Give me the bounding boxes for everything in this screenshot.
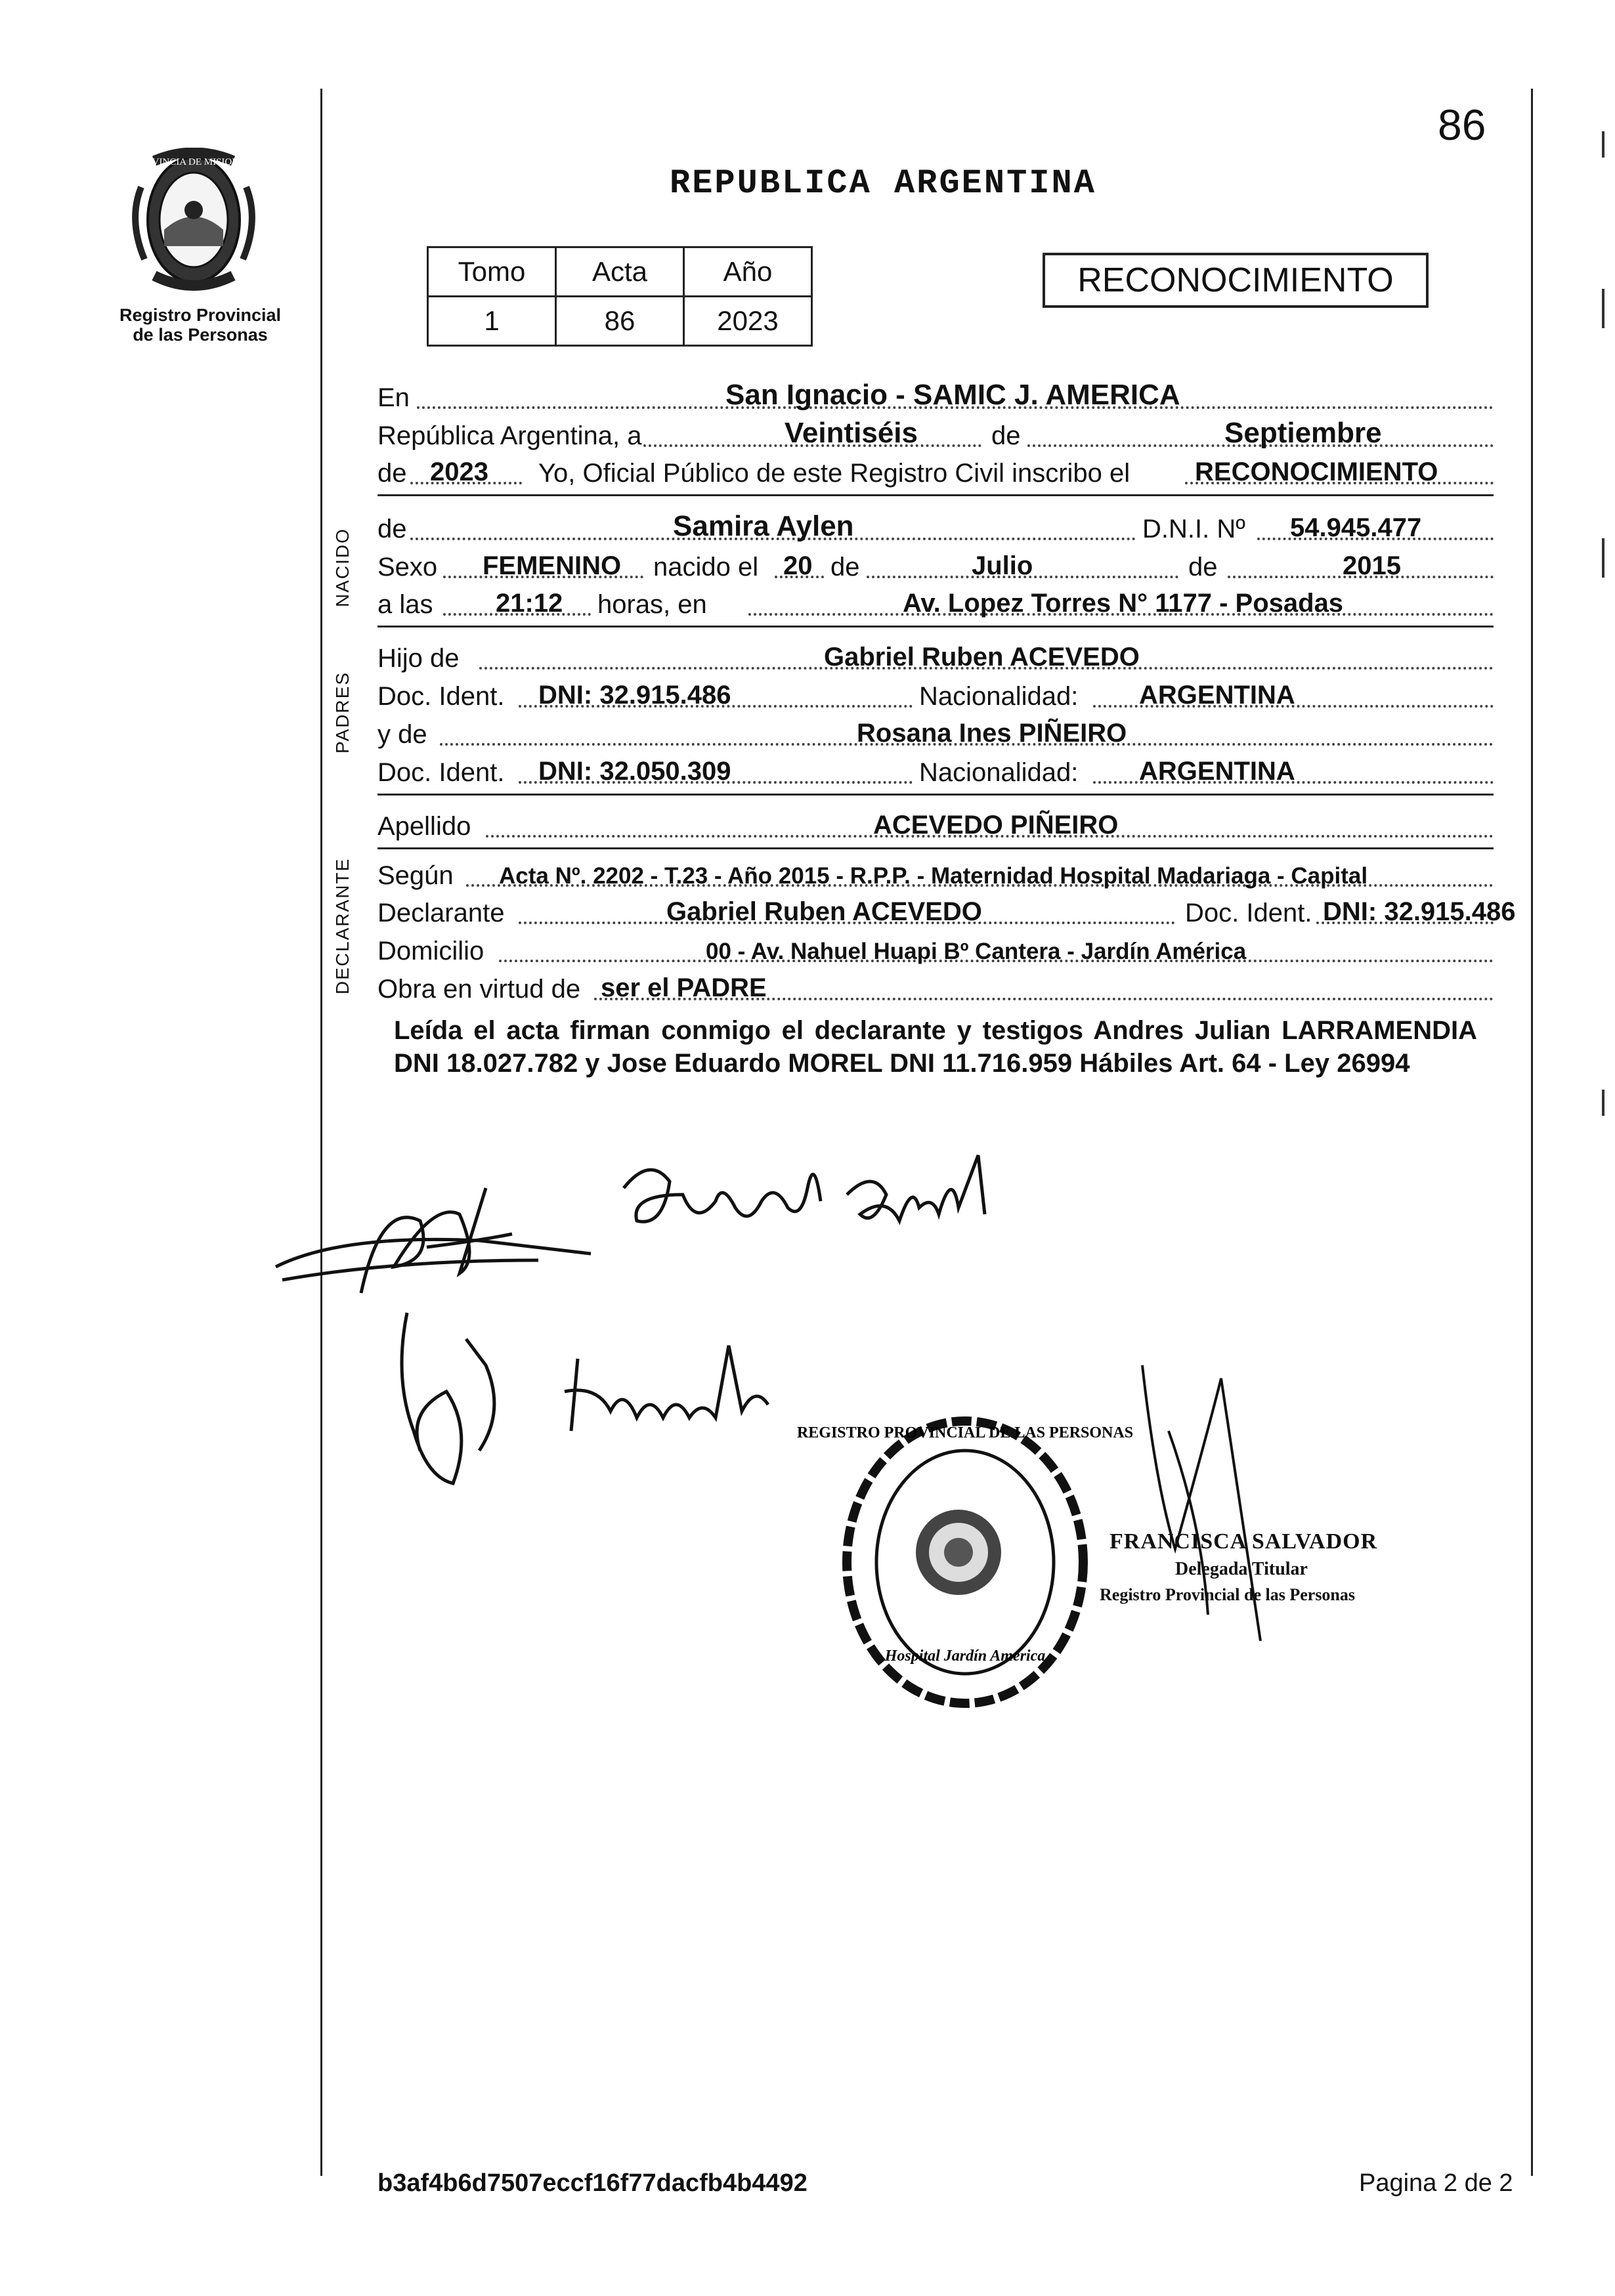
record-value-tomo: 1 <box>428 297 556 346</box>
lugar-value: San Ignacio - SAMIC J. AMERICA <box>725 379 1180 411</box>
padre-doc: DNI: 32.915.486 <box>538 681 731 710</box>
record-header-acta: Acta <box>556 247 684 297</box>
domicilio-value: 00 - Av. Nahuel Huapi Bº Cantera - Jardín América <box>706 939 1247 964</box>
signature-witness-3 <box>558 1332 808 1451</box>
dni-label: D.N.I. Nº <box>1142 515 1245 543</box>
logo-caption-line1: Registro Provincial <box>119 305 282 325</box>
apellido-value: ACEVEDO PIÑEIRO <box>873 811 1119 840</box>
record-value-acta: 86 <box>556 297 684 346</box>
row-republica <box>377 415 1494 454</box>
row-madre-doc <box>377 752 1494 790</box>
official-org: Registro Provincial de las Personas <box>1100 1585 1356 1604</box>
madre-doc-label: Doc. Ident. <box>377 758 505 787</box>
section-nacido: NACIDO <box>332 528 353 607</box>
scan-edge-marks <box>1602 131 1604 1116</box>
madre-nombre: Rosana Ines PIÑEIRO <box>857 719 1127 748</box>
horas-label: horas, en <box>597 590 707 619</box>
record-table <box>427 246 813 347</box>
record-header-anio: Año <box>684 247 812 297</box>
nacido-de3-label: de <box>1188 553 1218 582</box>
obra-value: ser el PADRE <box>601 973 767 1002</box>
row-en <box>377 377 1494 415</box>
padre-nac-label: Nacionalidad: <box>919 682 1079 711</box>
declarante-label: Declarante <box>377 899 505 927</box>
row-y-de <box>377 714 1494 752</box>
signature-witness-1 <box>263 1162 604 1313</box>
stamp-inner-text: Hospital Jardín América <box>884 1648 1046 1665</box>
republica-label: República Argentina, a <box>377 421 642 450</box>
nacido-nombre: Samira Aylen <box>673 510 854 542</box>
section-padres: PADRES <box>332 671 353 754</box>
segun-value: Acta Nº. 2202 - T.23 - Año 2015 - R.P.P. - Maternidad Hospital Madariaga - Capital <box>499 863 1368 889</box>
divider-2 <box>377 626 1494 627</box>
logo-text: PROVINCIA DE MISIONES <box>133 157 251 167</box>
declarante-nombre: Gabriel Ruben ACEVEDO <box>666 897 982 926</box>
apellido-label: Apellido <box>377 812 471 841</box>
document-title: REPUBLICA ARGENTINA <box>670 164 1096 203</box>
anio-value: 2023 <box>430 457 488 486</box>
dia-value: Veintiséis <box>785 417 918 449</box>
row-domicilio <box>377 931 1494 969</box>
divider-3 <box>377 794 1494 796</box>
logo-caption <box>112 305 289 345</box>
row-hora <box>377 584 1494 622</box>
row-oficial <box>377 453 1494 491</box>
de-label: de <box>991 421 1021 450</box>
section-declarante: DECLARANTE <box>332 857 353 994</box>
madre-nac-label: Nacionalidad: <box>919 758 1079 787</box>
left-margin-line <box>320 89 322 2176</box>
row-declarante <box>377 893 1516 931</box>
nacido-dni: 54.945.477 <box>1290 513 1422 542</box>
declarante-doc-label: Doc. Ident. <box>1185 899 1312 927</box>
page-indicator: Pagina 2 de 2 <box>1359 2169 1513 2197</box>
logo-caption-line2: de las Personas <box>133 325 268 345</box>
nacido-de2-label: de <box>830 553 860 582</box>
official-seal-stamp <box>796 1411 1134 1713</box>
padre-nacionalidad: ARGENTINA <box>1139 681 1295 710</box>
nacido-dia: 20 <box>783 551 813 580</box>
nacido-lugar: Av. Lopez Torres N° 1177 - Posadas <box>903 589 1344 618</box>
document-hash: b3af4b6d7507eccf16f77dacfb4b4492 <box>377 2169 808 2197</box>
official-name: FRANCISCA SALVADOR <box>1109 1529 1378 1554</box>
domicilio-label: Domicilio <box>377 937 484 966</box>
madre-nacionalidad: ARGENTINA <box>1139 757 1295 786</box>
official-role: Delegada Titular <box>1175 1559 1308 1579</box>
record-header-tomo: Tomo <box>428 247 556 297</box>
obra-label: Obra en virtud de <box>377 975 581 1004</box>
nacido-anio: 2015 <box>1343 551 1401 580</box>
row-padre-doc <box>377 676 1494 714</box>
padre-nombre: Gabriel Ruben ACEVEDO <box>824 643 1140 671</box>
row-hijo-de <box>377 638 1494 676</box>
stamp-ring-text: REGISTRO PROVINCIAL DE LAS PERSONAS <box>796 1424 1134 1441</box>
row-obra <box>377 969 1494 1007</box>
a-las-label: a las <box>377 590 433 619</box>
y-de-label: y de <box>377 720 427 749</box>
nacido-el-label: nacido el <box>653 553 759 582</box>
de2-label: de <box>377 459 407 488</box>
declarante-doc: DNI: 32.915.486 <box>1323 897 1516 926</box>
record-type-box: RECONOCIMIENTO <box>1043 253 1429 308</box>
signature-witness-2 <box>368 1300 532 1490</box>
divider-1 <box>377 494 1494 496</box>
nacido-de-label: de <box>377 515 407 543</box>
nacido-mes: Julio <box>972 551 1033 580</box>
right-margin-line <box>1531 89 1533 2176</box>
divider-4 <box>377 847 1494 849</box>
sexo-value: FEMENINO <box>483 551 622 580</box>
page-number: 86 <box>1438 100 1486 149</box>
notes-paragraph: Leída el acta firman conmigo el declarante y testigos Andres Julian LARRAMENDIA DNI 18.027.782 y Jose Eduardo MOREL DNI 11.716.959 Hábiles Art. 64 - Ley 26994 <box>394 1016 1477 1078</box>
sexo-label: Sexo <box>377 553 438 582</box>
en-label: En <box>377 383 410 412</box>
row-sexo <box>377 547 1494 585</box>
hijo-de-label: Hijo de <box>377 644 460 673</box>
row-nombre <box>377 509 1494 547</box>
segun-label: Según <box>377 861 454 890</box>
record-value-anio: 2023 <box>684 297 812 346</box>
mes-value: Septiembre <box>1224 417 1382 449</box>
padre-doc-label: Doc. Ident. <box>377 682 505 711</box>
madre-doc: DNI: 32.050.309 <box>538 757 731 786</box>
row-apellido <box>377 806 1494 844</box>
row-segun <box>377 855 1494 893</box>
nacido-hora: 21:12 <box>496 589 563 618</box>
oficial-label: Yo, Oficial Público de este Registro Civil inscribo el <box>538 459 1130 488</box>
tramite-value: RECONOCIMIENTO <box>1195 457 1438 486</box>
signature-declarante <box>611 1142 1004 1260</box>
official-signature <box>1129 1352 1293 1661</box>
